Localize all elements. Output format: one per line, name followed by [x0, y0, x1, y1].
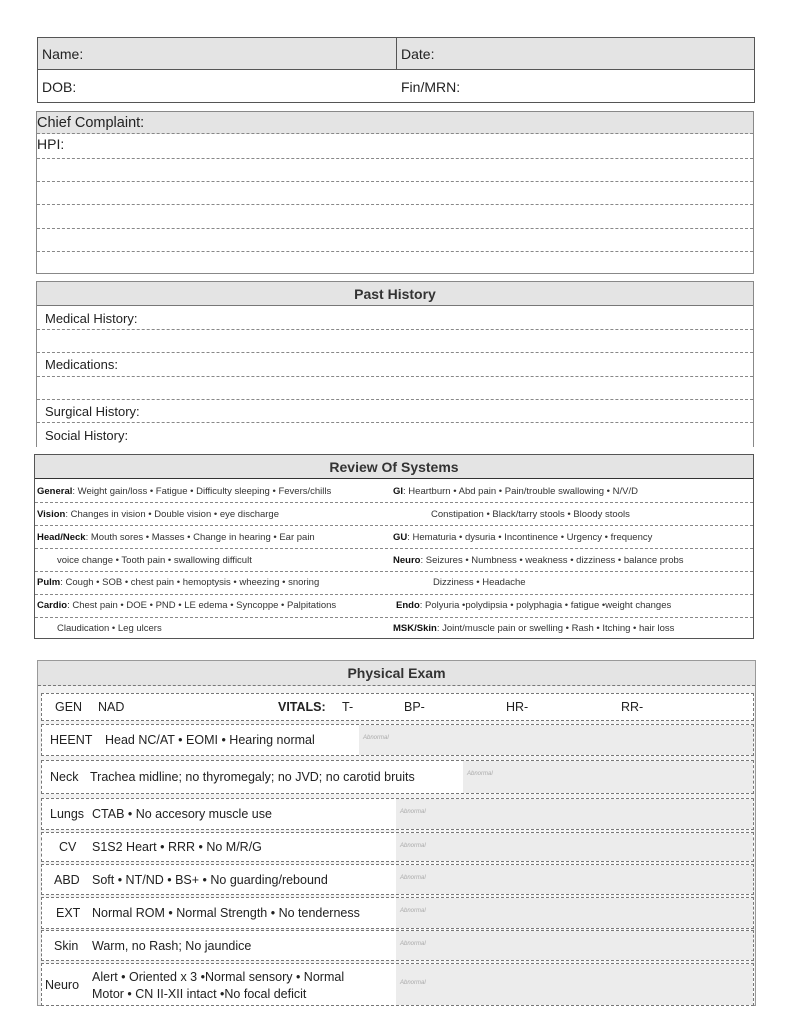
ros-neuro[interactable]	[393, 555, 684, 566]
exam-label: ABD	[54, 872, 80, 887]
ros-vision[interactable]	[37, 509, 279, 520]
ros-key: GI	[393, 486, 404, 497]
ros-key: Neuro	[393, 555, 421, 566]
exam-row-skin[interactable]	[41, 930, 754, 961]
exam-label: Skin	[54, 938, 79, 953]
ros-gu[interactable]	[393, 532, 652, 543]
exam-row-abd[interactable]	[41, 864, 754, 895]
vital-temp-field[interactable]: T-	[342, 700, 354, 714]
ros-text: : Mouth sores • Masses • Change in hearing • Ear pain	[85, 532, 315, 543]
ros-head-neck[interactable]	[37, 532, 315, 543]
ros-text: : Hematuria • dysuria • Incontinence • Urgency • frequency	[407, 532, 653, 543]
vitals-label: VITALS:	[278, 700, 326, 714]
past-history-title: Past History	[37, 282, 753, 306]
exam-row-neck[interactable]	[41, 760, 754, 794]
exam-label: Neck	[50, 770, 79, 784]
ros-key: Vision	[37, 509, 66, 520]
ros-key: Pulm	[37, 577, 61, 588]
mrn-field[interactable]: Fin/MRN:	[401, 79, 461, 95]
chief-complaint-field[interactable]: Chief Complaint:	[37, 115, 145, 131]
exam-normal-text: Soft • NT/ND • BS+ • No guarding/rebound	[92, 872, 328, 887]
date-field[interactable]: Date:	[401, 46, 435, 62]
exam-normal-text: Normal ROM • Normal Strength • No tenderness	[92, 906, 360, 920]
ros-text: : Heartburn • Abd pain • Pain/trouble swallowing • N/V/D	[403, 486, 638, 497]
review-of-systems-box	[34, 454, 754, 639]
abnormal-field[interactable]: Abnormal	[396, 865, 753, 894]
name-field[interactable]: Name:	[42, 46, 84, 62]
abnormal-field[interactable]: Abnormal	[396, 964, 753, 1005]
exam-row-neuro[interactable]	[41, 963, 754, 1006]
medical-history-field[interactable]: Medical History:	[45, 311, 138, 326]
abnormal-field[interactable]: Abnormal	[359, 725, 753, 755]
chief-complaint-box	[36, 111, 754, 274]
exam-label: Lungs	[50, 807, 85, 821]
exam-normal-text: Trachea midline; no thyromegaly; no JVD; no carotid bruits	[90, 770, 415, 784]
ros-cardio-cont[interactable]	[57, 623, 162, 634]
ros-title: Review Of Systems	[35, 455, 753, 479]
surgical-history-field[interactable]: Surgical History:	[45, 404, 140, 419]
exam-normal-text: Head NC/AT • EOMI • Hearing normal	[105, 733, 315, 747]
exam-label: EXT	[56, 906, 81, 920]
ros-key: GU	[393, 532, 408, 543]
social-history-field[interactable]: Social History:	[45, 428, 129, 443]
exam-label: GEN	[55, 700, 83, 714]
exam-label: CV	[59, 840, 77, 854]
abnormal-field[interactable]: Abnormal	[396, 898, 753, 928]
physical-exam-box	[37, 660, 756, 1006]
vital-rr-field[interactable]: RR-	[621, 700, 644, 714]
abnormal-field[interactable]: Abnormal	[463, 761, 753, 793]
ros-text: Claudication • Leg ulcers	[57, 623, 162, 634]
exam-row-gen[interactable]	[41, 693, 754, 721]
ros-key: Endo	[396, 600, 420, 611]
exam-normal-text: CTAB • No accesory muscle use	[92, 807, 272, 821]
ros-key: MSK/Skin	[393, 623, 437, 634]
ros-text: : Joint/muscle pain or swelling • Rash • Itching • hair loss	[436, 623, 675, 634]
exam-row-ext[interactable]	[41, 897, 754, 929]
ros-text: : Chest pain • DOE • PND • LE edema • Syncoppe • Palpitations	[67, 600, 337, 611]
ros-key: Head/Neck	[37, 532, 86, 543]
vital-hr-field[interactable]: HR-	[506, 700, 529, 714]
exam-row-heent[interactable]	[41, 724, 754, 756]
ros-key: Cardio	[37, 600, 68, 611]
ros-text: : Changes in vision • Double vision • eye discharge	[65, 509, 280, 520]
ros-text: : Polyuria •polydipsia • polyphagia • fatigue •weight changes	[419, 600, 672, 611]
physical-exam-title: Physical Exam	[38, 661, 755, 686]
exam-normal-text: Alert • Oriented x 3 •Normal sensory • Normal Motor • CN II-XII intact •No focal deficit	[92, 970, 345, 1001]
exam-normal-text: S1S2 Heart • RRR • No M/R/G	[92, 840, 262, 854]
ros-pulm[interactable]	[37, 577, 319, 588]
ros-text: : Seizures • Numbness • weakness • dizziness • balance probs	[420, 555, 684, 566]
ros-text: Dizziness • Headache	[433, 577, 526, 588]
exam-row-cv[interactable]	[41, 832, 754, 862]
ros-text: voice change • Tooth pain • swallowing difficult	[57, 555, 252, 566]
ros-general[interactable]	[37, 486, 331, 497]
ros-text: Constipation • Black/tarry stools • Bloody stools	[431, 509, 630, 520]
exam-row-lungs[interactable]	[41, 798, 754, 830]
hpi-field[interactable]: HPI:	[37, 136, 65, 152]
ros-head-neck-cont[interactable]	[57, 555, 252, 566]
ros-cardio[interactable]	[37, 600, 336, 611]
ros-key: General	[37, 486, 73, 497]
dob-field[interactable]: DOB:	[42, 79, 77, 95]
exam-normal-text: Warm, no Rash; No jaundice	[92, 938, 252, 953]
ros-msk-skin[interactable]	[393, 623, 674, 634]
ros-text: : Cough • SOB • chest pain • hemoptysis • wheezing • snoring	[60, 577, 320, 588]
medications-field[interactable]: Medications:	[45, 357, 118, 372]
ros-neuro-cont[interactable]	[433, 577, 526, 588]
ros-endo[interactable]	[396, 600, 671, 611]
abnormal-field[interactable]: Abnormal	[396, 833, 753, 861]
exam-label: HEENT	[50, 733, 93, 747]
ros-gi[interactable]	[393, 486, 638, 497]
exam-label: Neuro	[45, 977, 80, 992]
vital-bp-field[interactable]: BP-	[404, 700, 425, 714]
abnormal-field[interactable]: Abnormal	[396, 931, 753, 960]
past-history-box	[36, 281, 754, 447]
ros-gi-cont[interactable]	[431, 509, 630, 520]
ros-text: : Weight gain/loss • Fatigue • Difficulty sleeping • Fevers/chills	[72, 486, 332, 497]
exam-normal-text: NAD	[98, 700, 125, 714]
abnormal-field[interactable]: Abnormal	[396, 799, 753, 829]
patient-info-box	[37, 37, 755, 103]
